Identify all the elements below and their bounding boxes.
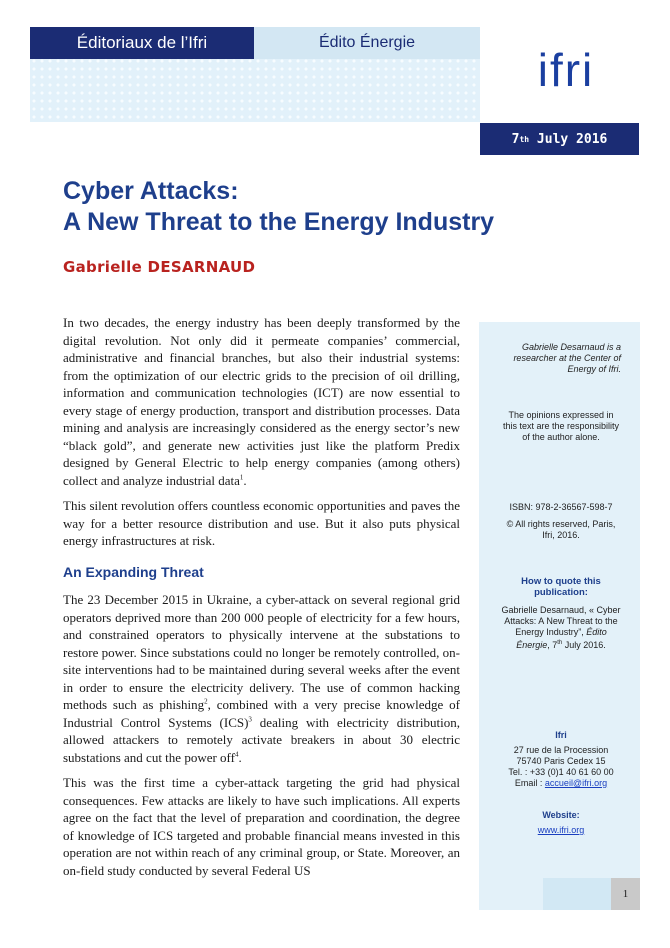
section-heading: An Expanding Threat: [63, 563, 204, 580]
phone: Tel. : +33 (0)1 40 61 60 00: [508, 767, 614, 777]
article-author: Gabrielle DESARNAUD: [63, 258, 256, 276]
footnote-ref-4[interactable]: 4: [234, 750, 239, 759]
email-line: [501, 778, 621, 789]
website-link[interactable]: www.ifri.org: [537, 825, 585, 835]
paragraph-2: This silent revolution offers countless economic opportunities and paves the way for a better resource distribution and use. But it also puts physical energy infrastructures at risk.: [63, 498, 460, 548]
article-title: [63, 176, 623, 238]
email-link[interactable]: accueil@ifri.org: [544, 778, 608, 788]
contact-heading: Ifri: [555, 730, 567, 740]
footnote-ref-2[interactable]: 2: [204, 697, 208, 706]
isbn: ISBN: 978-2-36567-598-7: [509, 502, 613, 512]
citation-series: Édito Énergie: [516, 627, 607, 650]
author-note: Gabrielle Desarnaud is a researcher at the Center of Energy of Ifri.: [513, 342, 621, 374]
isbn-block: [501, 502, 621, 541]
rights: © All rights reserved, Paris, Ifri, 2016.: [506, 519, 616, 540]
citation-block: [501, 576, 621, 651]
title-line-1: Cyber Attacks:: [63, 177, 239, 205]
series-tab: Éditoriaux de l’Ifri: [30, 27, 254, 59]
address-line-1: 27 rue de la Procession: [513, 745, 609, 755]
footer-tab: [543, 878, 611, 910]
paragraph-3-end: .: [238, 749, 242, 765]
page-number: 1: [611, 878, 640, 910]
title-line-2: A New Threat to the Energy Industry: [63, 208, 495, 236]
citation-heading: How to quote this publication:: [521, 576, 601, 598]
paragraph-4: This was the first time a cyber-attack targeting the grid had physical consequences. Few attacks are likely to have such implications. All experts agree on the fact that the level of preparation and coordination, the degree of knowledge of ICS targeted and probable financial means invested in this operation are not within reach of any criminal group, or State. Moreover, an on-field study conducted by several Federal US: [63, 775, 460, 878]
sidebar: [479, 322, 640, 910]
email-label: Email :: [514, 778, 545, 788]
date-day: 7: [511, 131, 520, 147]
footnote-ref-3[interactable]: 3: [248, 715, 252, 724]
citation-sup: th: [557, 640, 563, 646]
disclaimer: The opinions expressed in this text are the responsibility of the author alone.: [502, 410, 620, 442]
publication-date: [480, 123, 639, 155]
article-body: [63, 314, 460, 887]
footnote-ref-1[interactable]: 1: [239, 473, 244, 482]
contact-block: [501, 730, 621, 789]
subseries-tab: Édito Énergie: [254, 27, 480, 59]
website-heading: Website:: [542, 810, 580, 820]
header-dot-pattern: [30, 57, 480, 122]
ifri-logo: [516, 42, 616, 102]
paragraph-3-text-c: dealing with electricity distribution, allowed attackers to remotely activate breakers in about 30 electric substations and cut the power off: [63, 714, 460, 765]
citation-text-c: July 2016.: [562, 640, 606, 650]
date-suffix: th: [519, 134, 530, 144]
citation-text-b: , 7: [547, 640, 558, 650]
address-line-2: 75740 Paris Cedex 15: [516, 756, 606, 766]
paragraph-3: [63, 591, 460, 766]
logo-text: ifri: [537, 44, 595, 96]
paragraph-1-text: In two decades, the energy industry has been deeply transformed by the digital revolution. Not only did it permeate companies’ commercial, administrative and financial branches, but also their industrial systems: from the optimization of our electric grids to the precision of oil drilling, information and communication technologies (ICT) are now essential to every stage of energy production, transport and distribution processes. Data mining and analysis are increasingly considered as the energy sector’s new “black gold”, and generate new activities just like the platform Predix designed by General Electric to help energy companies (among others) collect and analyze industrial data: [63, 315, 460, 488]
citation-text-a: Gabrielle Desarnaud, « Cyber Attacks: A New Threat to the Energy Industry”,: [501, 605, 621, 637]
paragraph-1: In two decades, the energy industry has been deeply transformed by the digital revolution. Not only did it permeate companies’ commercial, administrative and financial branches, but also their industrial systems: from the optimization of our electric grids to the precision of oil drilling, information and communication technologies (ICT) are now essential to every stage of energy production, transport and distribution processes. Data mining and analysis are increasingly considered as the energy sector’s new “black gold”, and generate new activities just like the platform Predix designed by General Electric to help energy companies (among others) collect and analyze industrial data$^1$.: [63, 315, 460, 488]
date-rest: July 2016: [529, 131, 608, 147]
citation-text: [501, 605, 621, 651]
paragraph-3-text-b: , combined with a very precise knowledge of Industrial Control Systems (ICS): [63, 697, 460, 730]
website-block: [501, 810, 621, 836]
paragraph-3-text-a: The 23 December 2015 in Ukraine, a cyber-attack on several regional grid operators deprived more than 200 000 people of electricity for a few hours, and constrained operators to physically intervene at the substations to restore power. Since substations could no longer be remotely controlled, on-site interventions had to be maintained during several weeks after the event in order to ensure the electricity delivery. The use of common hacking methods such as phishing: [63, 592, 460, 712]
